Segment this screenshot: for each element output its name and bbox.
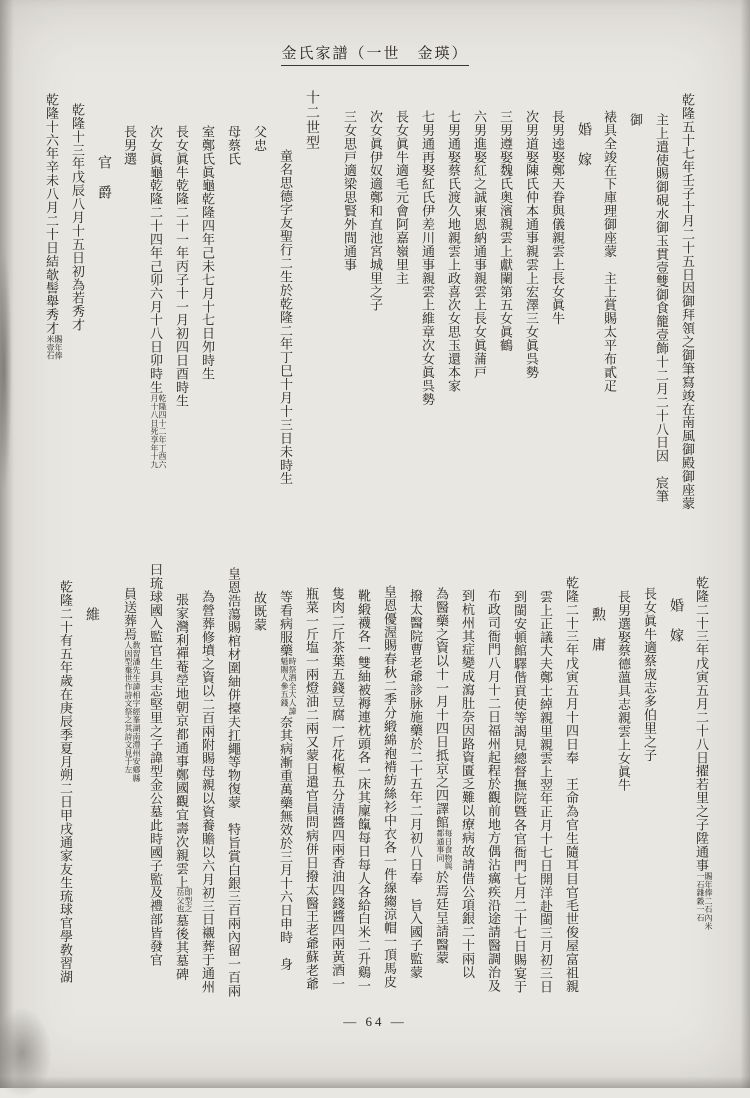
text-column bbox=[272, 90, 298, 514]
column-text: 皇恩浩蕩賜棺材圍紬併擡夫扛繩等物復蒙 特旨賞白銀三百兩內留一百兩 bbox=[226, 567, 241, 998]
scan-edge-shadow-bottom bbox=[0, 1076, 750, 1088]
text-column bbox=[674, 90, 700, 514]
column-text: 長男逵娶鄭天眷與儀親雲上長女眞牛 bbox=[550, 110, 565, 326]
text-column bbox=[194, 563, 220, 1009]
heading-marriage bbox=[662, 563, 688, 1009]
column-text: 長女眞牛乾隆二十一年丙子十一月初四日酉時生 bbox=[174, 124, 189, 408]
interlinear-note bbox=[436, 829, 452, 871]
column-text: 室鄭氏眞龜乾隆四年己未七月十七日夘時生 bbox=[200, 124, 215, 381]
text-column bbox=[518, 90, 544, 514]
column-text: 張家灣利禪菴塋地朝京都通事鄭國觀宜壽次親雲上 bbox=[174, 592, 189, 889]
column-text: 童名思德字友聖行二生於乾隆二年丁巳十月十三日未時生 bbox=[278, 149, 293, 486]
interlinear-note-line: 敎習潘先生諱相字經峯湖南澧州安鄕縣 bbox=[131, 641, 141, 783]
text-column bbox=[622, 90, 674, 514]
column-text: 故既蒙 bbox=[252, 591, 267, 632]
column-text: 為營葬修墳之資以二百兩附賜母親以資養贍以六月初三日襯葬于通州 bbox=[200, 589, 215, 994]
text-column bbox=[688, 563, 714, 1009]
column-text: 婚 嫁 bbox=[668, 597, 683, 643]
column-text: 勲 庸 bbox=[590, 607, 605, 653]
text-column bbox=[64, 90, 90, 514]
interlinear-note bbox=[124, 641, 140, 782]
text-column bbox=[388, 90, 414, 514]
column-text: 七男通娶蔡氏渡久地親雲上政喜次女思玉還本家 bbox=[446, 110, 461, 393]
column-text: 皇恩優渥賜春秋二季分緞綿袍褙紡絲衫中衣各一件線縐涼帽一頂馬皮 bbox=[382, 584, 397, 989]
column-text: 乾隆十六年辛未八月二十日結欹髻舉秀才 bbox=[44, 92, 59, 335]
column-text: 次男道娶陳氏仲本通事親雲上宏澤三女眞呉勢 bbox=[524, 110, 539, 380]
genealogy-register-bottom bbox=[52, 563, 714, 1009]
interlinear-note-line: 時祭酒全大人諱 bbox=[287, 657, 297, 716]
column-text: 三男遵娶魏氏奥濱親雲上獻闌第五女眞鶴 bbox=[498, 110, 513, 353]
heading-marriage bbox=[570, 90, 596, 514]
heading-eulogy bbox=[78, 563, 104, 1009]
interlinear-note bbox=[150, 394, 166, 469]
text-column bbox=[142, 90, 168, 514]
text-column bbox=[362, 90, 388, 514]
text-column bbox=[532, 563, 558, 1009]
interlinear-note bbox=[280, 657, 296, 715]
interlinear-note bbox=[46, 335, 62, 360]
column-text: 為醫藥之資以十一月十四日抵京之四譯館 bbox=[434, 587, 449, 830]
interlinear-note-line: 岳父也 bbox=[175, 888, 185, 914]
column-text: 墓後其墓碑 bbox=[174, 913, 189, 981]
text-column bbox=[220, 563, 246, 1009]
page-title bbox=[0, 42, 750, 63]
column-text: 乾隆二十三年戊寅五月二十八日擢若里之子陞通事 bbox=[694, 576, 709, 873]
interlinear-note bbox=[696, 872, 712, 930]
text-column bbox=[350, 563, 376, 1009]
interlinear-note-line: 每日食物與 bbox=[443, 829, 453, 871]
column-text: 布政司衙門八月十二日福州起程於觀前地方偶沾癘疾沿途請醫調治及 bbox=[486, 588, 501, 993]
column-text: 員送葬焉 bbox=[122, 587, 137, 642]
text-column bbox=[440, 90, 466, 514]
column-text: 乾隆十三年戊辰八月十五日初為若秀才 bbox=[70, 103, 85, 333]
text-column bbox=[116, 563, 142, 1009]
interlinear-note-line: 一石雜穀一石 bbox=[695, 872, 705, 923]
heading-official-rank bbox=[90, 90, 116, 514]
column-text: 長女眞牛適毛元會阿嘉嶺里主 bbox=[394, 110, 409, 286]
column-text: 瓶菜一斤塩一兩燈油二兩又蒙日遣官員問病併日撥太醫王老爺蘇老爺 bbox=[304, 587, 319, 991]
column-text: 乾隆二十有五年歲在庚辰季夏月朔二日甲戌通家友生琉球官學敎習湖 bbox=[58, 580, 73, 984]
text-column bbox=[324, 563, 350, 1009]
interlinear-note-line: 乾隆四十二年丁酉六 bbox=[157, 393, 167, 469]
column-text: 乾隆二十三年戊寅五月十四日奉 王命為官生隨耳目官毛世俊屋富祖親 bbox=[564, 576, 579, 994]
text-column bbox=[454, 563, 480, 1009]
text-column bbox=[168, 90, 194, 514]
interlinear-note-line: 月十八日死享年十九 bbox=[149, 393, 159, 469]
column-text: 裱具全竣在下庫理御座蒙 主上賞賜太平布貳疋 bbox=[602, 110, 617, 393]
genealogy-register-top bbox=[38, 90, 700, 514]
column-text: 撥太醫院曹老爺診脉施藥於二十五年二月初八日奉 旨入國子監蒙 bbox=[408, 588, 423, 979]
text-column bbox=[428, 563, 454, 1009]
text-column bbox=[246, 90, 272, 514]
text-column bbox=[52, 563, 78, 1009]
column-text: 母蔡氏 bbox=[226, 124, 241, 166]
text-column bbox=[402, 563, 428, 1009]
text-column bbox=[610, 563, 636, 1009]
column-text: 次女眞伊奴適鄭和直池宮城里之子 bbox=[368, 110, 383, 312]
text-column bbox=[336, 90, 362, 514]
text-column bbox=[480, 563, 506, 1009]
interlinear-note-line: 即型之 bbox=[183, 888, 193, 914]
column-text: 十二世型 bbox=[304, 90, 319, 150]
text-column bbox=[272, 563, 298, 1009]
heading-generation-12 bbox=[298, 90, 324, 514]
text-column bbox=[466, 90, 492, 514]
text-column bbox=[38, 90, 64, 514]
column-text: 雲上正議大夫鄭士綽親里親雲上翌年正月十七日開洋赴閩三月初三日 bbox=[538, 589, 553, 994]
interlinear-note-line: 賜年俸 bbox=[53, 334, 63, 360]
text-column bbox=[298, 563, 324, 1009]
column-text: 靴緞襪各一雙紬被褥連枕頭各一床其廩餼每日每人各給白米二升鷄一 bbox=[356, 588, 371, 993]
column-text: 長女眞牛適蔡宬志多伯里之子 bbox=[642, 587, 657, 763]
text-column bbox=[168, 563, 194, 1009]
column-text: 長男選娶蔡德薀具志親雲上女眞牛 bbox=[616, 589, 631, 792]
interlinear-note-line: 賜年俸二石內米 bbox=[703, 872, 713, 931]
column-text: 六男進娶紅之誠東恩納通事親雲上長女眞蒲戸 bbox=[472, 110, 487, 380]
column-text: 奈其病漸重萬藥無效於三月十六日申時 身 bbox=[278, 715, 293, 971]
heading-merit bbox=[584, 563, 610, 1009]
text-column bbox=[246, 563, 272, 1009]
interlinear-note-line: 都通事同 bbox=[435, 829, 445, 863]
text-column bbox=[194, 90, 220, 514]
interlinear-note-line: 米壹石 bbox=[45, 334, 55, 360]
column-text: 次女眞龜乾隆二十四年己卯六月十八日卯時生 bbox=[148, 124, 163, 394]
column-text: 等看病服藥 bbox=[278, 589, 293, 658]
page-number: — 64 — bbox=[343, 1014, 407, 1029]
scan-edge-shadow-left bbox=[0, 0, 14, 1088]
text-column bbox=[142, 563, 168, 1009]
column-text: 長男選 bbox=[122, 124, 137, 166]
interlinear-note bbox=[176, 888, 192, 913]
text-column bbox=[636, 563, 662, 1009]
column-text: 三女思戸適梁思賢外間通事 bbox=[342, 110, 357, 272]
text-column bbox=[544, 90, 570, 514]
scan-edge-shadow-right bbox=[740, 0, 750, 1088]
column-text: 到閩安頓館驛偕貢使等謁見總督撫院曁各官衙門七月二十七日賜宴于 bbox=[512, 589, 527, 994]
text-column bbox=[116, 90, 142, 514]
column-text: 維 bbox=[84, 607, 99, 623]
text-column bbox=[596, 90, 622, 514]
column-text: 主上遣使賜御硯水御玉貫壹雙御食籠壹飾十二月二十八日因 宸筆御 bbox=[628, 112, 669, 503]
column-text: 七男通再娶紅氏伊差川通事親雲上維章次女眞呉勢 bbox=[420, 110, 435, 407]
page-title-text: 金氏家譜（一世 金瑛） bbox=[281, 46, 468, 66]
scan-smudge bbox=[0, 250, 12, 490]
column-text: 隻肉二斤茶葉五錢豆腐一斤花椒五分清醬四兩香油四錢醬四兩黃酒一 bbox=[330, 587, 345, 991]
interlinear-note-line: 人因型棄世作詩文祭之其詩文見于左 bbox=[123, 641, 133, 774]
column-text: 父忠 bbox=[252, 124, 267, 152]
column-text: 乾隆五十七年壬子十月二十五日因御拜領之御筆寫竣在南風御殿御座蒙 bbox=[680, 92, 695, 510]
column-text: 婚 嫁 bbox=[576, 122, 591, 168]
text-column bbox=[558, 563, 584, 1009]
text-column bbox=[376, 563, 402, 1009]
column-text: 於焉廷呈請醫蒙 bbox=[434, 870, 449, 965]
column-text: 官 爵 bbox=[96, 154, 111, 200]
column-text: 曰琉球國入監官生具志堅里之子諱型金公墓此時國子監及禮部皆發官 bbox=[148, 563, 163, 967]
text-column bbox=[220, 90, 246, 514]
text-column bbox=[506, 563, 532, 1009]
text-column bbox=[414, 90, 440, 514]
interlinear-note-line: 魁賜人參五錢 bbox=[279, 657, 289, 707]
text-column bbox=[492, 90, 518, 514]
column-text: 到杭州其症變成瀉肚奈因路資匱乏難以療病故請借公項銀二十兩以 bbox=[460, 588, 475, 979]
